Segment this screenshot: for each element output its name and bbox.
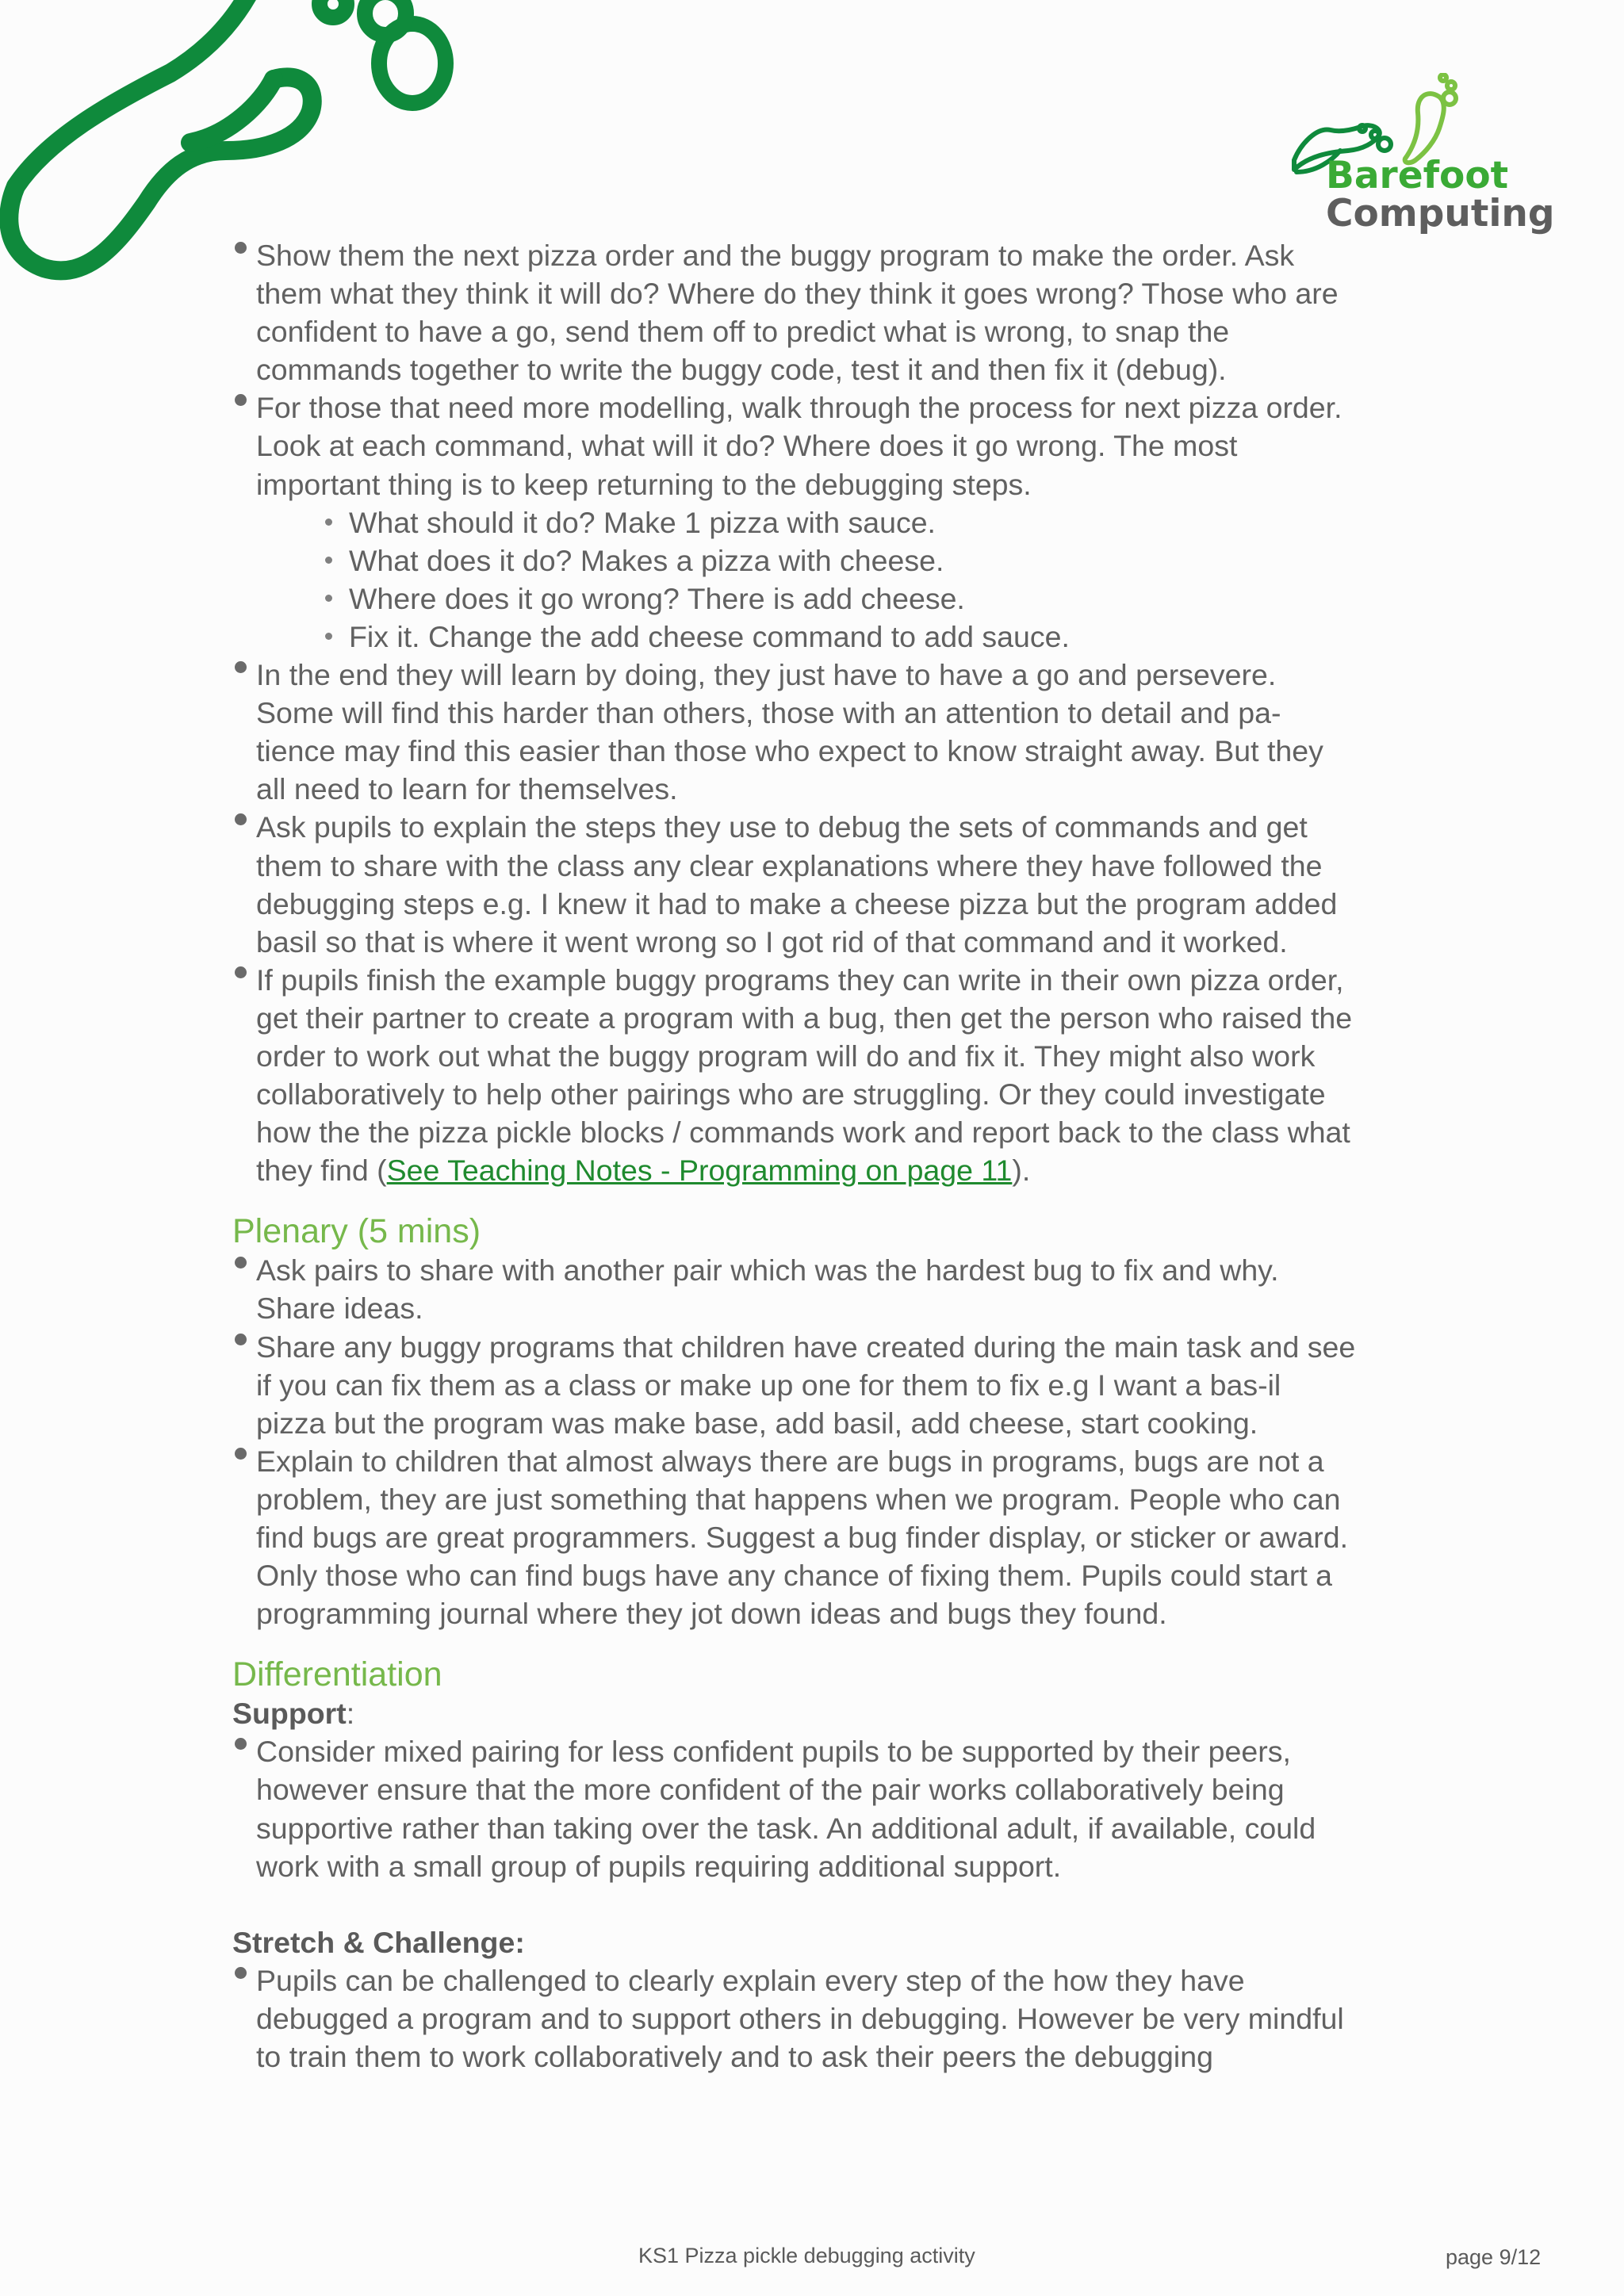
list-item: What should it do? Make 1 pizza with sauce. (324, 503, 1358, 541)
list-item: Ask pairs to share with another pair which was the hardest bug to fix and why. Share ideas. (232, 1251, 1358, 1327)
footer-document-title: KS1 Pizza pickle debugging activity (638, 2244, 975, 2267)
bullet-icon (325, 557, 332, 564)
brand-logo-text (1326, 154, 1555, 235)
footer-page-number: page 9/12 (1446, 2245, 1542, 2269)
list-item: If pupils finish the example buggy programs they can write in their own pizza order, get their partner to create a program with a bug, then get the person who raised the order to work out what the buggy program will do and fix it. They might also work collaboratively to help other pairings who are struggling. Or they could investigate how the the pizza pickle blocks / commands work and report back to the class what they find (See Teaching Notes - Programming on page 11). (232, 961, 1358, 1190)
bullet-icon (325, 633, 332, 640)
list-item: What does it do? Makes a pizza with cheese. (324, 541, 1358, 580)
bullet-icon (235, 1257, 247, 1269)
plenary-bullet-list (232, 1251, 1358, 1632)
list-item: In the end they will learn by doing, they just have to have a go and persevere. Some will find this harder than others, those with an attention to detail and pa-tience may find this easier than those who expect to know straight away. But they all need to learn for themselves. (232, 656, 1358, 808)
bullet-icon (235, 242, 247, 254)
list-item: Pupils can be challenged to clearly explain every step of the how they have debugged a program and to support others in debugging. However be very mindful to train them to work collaboratively and to ask their peers the debugging (232, 1961, 1358, 2076)
bullet-icon (325, 519, 332, 526)
support-bullet-list (232, 1732, 1358, 1885)
bullet-icon (235, 394, 247, 406)
bullet-icon (325, 595, 332, 602)
bullet-icon (235, 1448, 247, 1460)
bullet-icon (235, 966, 247, 978)
logo-line-1: Barefoot (1326, 154, 1509, 197)
bullet-icon (235, 1738, 247, 1750)
list-item: Show them the next pizza order and the buggy program to make the order. Ask them what they think it will do? Where do they think it goes wrong? Those who are confident to have a go, send them off to predict what is wrong, to snap the commands together to write the buggy code, test it and then fix it (debug). (232, 236, 1358, 388)
debugging-steps-list (256, 503, 1358, 656)
teaching-notes-link[interactable]: See Teaching Notes - Programming on page 11 (386, 1154, 1013, 1188)
support-label-line: Support: (232, 1697, 355, 1731)
list-item: Consider mixed pairing for less confident pupils to be supported by their peers, however ensure that the more confident of the pair works collaboratively being supportive rather than taking over the task. An additional adult, if available, could work with a small group of pupils requiring additional support. (232, 1732, 1358, 1885)
activity-bullet-list (232, 236, 1358, 1189)
list-item: Fix it. Change the add cheese command to add sauce. (324, 618, 1358, 656)
plenary-heading: Plenary (5 mins) (232, 1212, 481, 1251)
list-item: Where does it go wrong? There is add cheese. (324, 580, 1358, 618)
bullet-icon (235, 1334, 247, 1345)
list-item: Share any buggy programs that children have created during the main task and see if you can fix them as a class or make up one for them to fix e.g I want a bas-il pizza but the program was make base, add basil, add cheese, start cooking. (232, 1328, 1358, 1442)
support-label: Support (232, 1697, 347, 1731)
list-item: Ask pupils to explain the steps they use to debug the sets of commands and get them to share with the class any clear explanations where they have followed the debugging steps e.g. I knew it had to make a cheese pizza but the program added basil so that is where it went wrong so I got rid of that command and it worked. (232, 808, 1358, 960)
bullet-icon (235, 1967, 247, 1979)
list-item: For those that need more modelling, walk through the process for next pizza order. Look at each command, what will it do? Where does it go wrong. The most important thing is to keep returning to the debugging steps. What should it do? Make 1 pizza with sauce. What does it do? Makes a pizza with cheese. Where does it go wrong? There is add cheese. Fix it. Change the add cheese command to add sauce. (232, 388, 1358, 656)
stretch-label: Stretch & Challenge: (232, 1925, 525, 1959)
spacer (232, 1885, 1358, 1923)
bullet-icon (235, 813, 247, 825)
page-content (232, 236, 1358, 2076)
stretch-bullet-list (232, 1961, 1358, 2076)
differentiation-heading: Differentiation (232, 1655, 442, 1694)
bullet-icon (235, 661, 247, 673)
list-item: Explain to children that almost always there are bugs in programs, bugs are not a problem, they are just something that happens when we program. People who can find bugs are great programmers. Suggest a bug finder display, or sticker or award. Only those who can find bugs have any chance of fixing them. Pupils could start a programming journal where they jot down ideas and bugs they found. (232, 1442, 1358, 1632)
logo-line-2: Computing (1326, 192, 1555, 235)
